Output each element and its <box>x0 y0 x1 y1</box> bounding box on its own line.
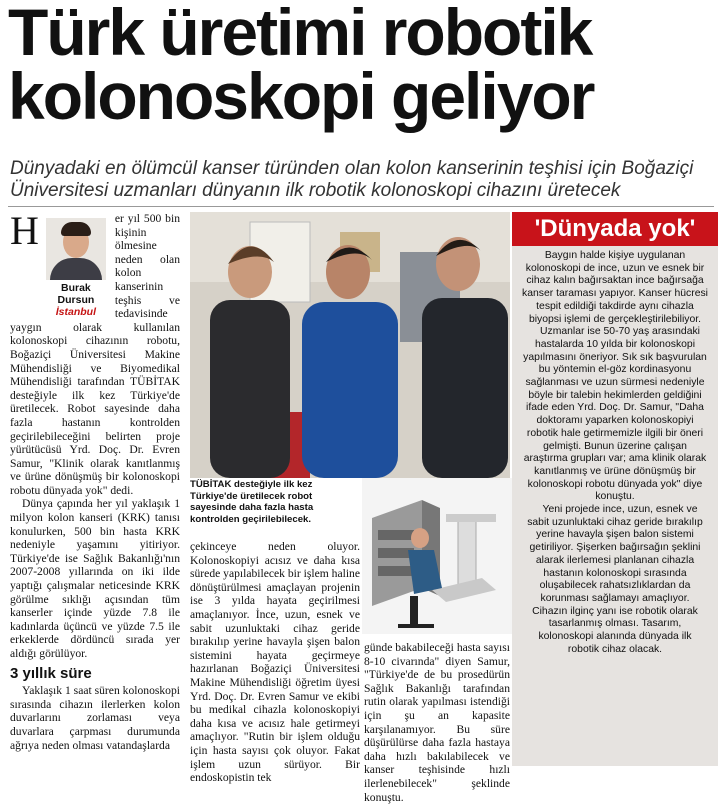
divider <box>8 206 714 207</box>
photo-caption: TÜBİTAK desteğiyle ilk kez Türkiye'de üretilecek robot sayesinde daha fazla hasta kontrolden geçirilebilecek. <box>190 479 314 525</box>
paragraph-3: Yaklaşık 1 saat süren kolonoskopi sırasında cihazın ilerlerken kolon duvarlarını zorlaması veya duvarlara çarpması durumunda ağrıya neden olması vatandaşlarda <box>10 684 180 752</box>
author-city: İstanbul <box>55 306 97 318</box>
author-name: Burak Dursun <box>57 282 95 306</box>
avatar <box>46 218 106 280</box>
sidebar-box <box>512 212 718 766</box>
author-box <box>43 218 109 318</box>
paragraph-4: çekinceye neden oluyor. Kolonoskopiyi acısız ve daha kısa sürede yapılabilecek bir işlem haline dönüştürülmesi amaçlayan projenin ise 3 yılda hayata geçirilmesi amaçlanıyor. İnce, uzun, esnek ve sabit uzunluktaki cihaz geride bırakılıp yerine havayla şişen balon sistemini hayata geçirmeye hazırlanan Boğaziçi Üniversitesi Makine Mühendisliği öğretim üyesi Yrd. Doç. Dr. Evren Samur ve ekibi bu medikal cihazla kolonoskopiyi daha kısa ve acısız hale getirmeyi amaçlıyor. "Rutin bir işlem olduğu için hasta sayısı çok oluyor. Fakat işlem uzun sürüyor. Bir endoskopistin tek <box>190 540 360 785</box>
sidebar-paragraph-1: Baygın halde kişiye uygulanan kolonoskopi de ince, uzun ve esnek bir cihaz kalın bağırsaktan ince bağırsağa kanser taraması yapıyor. Kanser hücresi tespit edildiği takdirde aynı cihazla biyopsi işlemi de gerçekleştirilebiliyor. <box>522 250 708 325</box>
robotic-colonoscopy-render <box>362 478 512 634</box>
sidebar-paragraph-3: Yeni projede ince, uzun, esnek ve sabit uzunluktaki cihaz geride bırakılıp yerine havayla şişen balon sistemi getiriliyor. Şişerken bağırsağın şeklini alarak ilerlemesi planlanan cihazla hastanın kolonoskopi sırasında oluşabilecek rahatsızlıklardan da korunması sağlamayı amaçlıyor. Cihazın ilginç yanı ise robotik olarak tasarlanmış olması. Tasarım, kolonoskopi alanında dünyada ilk robotik cihaz olacak. <box>527 504 703 655</box>
sidebar-title: 'Dünyada yok' <box>512 212 718 246</box>
deck: Dünyadaki en ölümcül kanser türünden olan kolon kanserinin teşhisi için Boğaziçi Üniversitesi uzmanları dünyanın ilk robotik kolonoskopi cihazını üretecek <box>10 158 694 201</box>
dropcap: H <box>10 208 39 253</box>
sidebar-body <box>522 250 708 657</box>
paragraph-2: Dünya çapında her yıl yaklaşık 1 milyon kolon kanseri (KRK) tanısı konulurken, 500 bin hasta KRK nedeniyle yaşamını yitiriyor. Türkiye'de ise Sağlık Bakanlığı'nın 2007-2008 yıllarında on iki ilde yaptığı çalışmalar neticesinde KRK görülme sıklığı açısından tüm kanserler içinde yüzde 7.8 ile kadınlarda üçüncü ve yüzde 7.5 ile erkeklerde dördüncü sırada yer aldığı görülüyor. <box>10 497 180 660</box>
lead-paragraph: er yıl 500 bin kişinin ölmesine neden olan kolon kanserinin teşhis ve tedavisinde yaygın olarak kullanılan kolonoskopi cihazının robotu, Boğaziçi Üniversitesi Makine Mühendisliği ve Biyomedikal Mühendisliği tarafından TÜBİTAK desteğiyle ilk kez Türkiye'de üretilecek. Robot sayesinde daha fazla hastanın kontrolden geçirilebileceğini belirten proje yürütücüsü Yrd. Doç. Dr. Evren Samur, "Klinik olarak kanıtlanmış ve ürüne dönüşmüş bir kolonoskopi robotu dünyada yok" dedi. <box>10 212 180 497</box>
column-3 <box>364 641 510 804</box>
sidebar-paragraph-2: Uzmanlar ise 50-70 yaş arasındaki hastalarda 10 yılda bir kolonoskopi yapılmasını öneriyor. Sık sık başvurulan bu yöntemin el-göz kordinasyonu sağlanması ve uzun sürmesi nedeniyle böyle bir talebin hekimlerden geldiğini ifade eden Yrd. Doç. Dr. Samur, "Daha doktoramı yaparken kolonoskopiyi robotik hale getirmemizle ilgili bir öneri gelmişti. Bunun üzerine çalışan araştırma grupları var; ama klinik olarak kanıtlanmış ve ürüne dönüşmüş bir kolonoskopi robotu dünyada yok" diye konuştu. <box>523 326 707 503</box>
column-2 <box>190 540 360 785</box>
subhead: 3 yıllık süre <box>10 664 92 682</box>
column-1 <box>10 208 180 752</box>
lab-team-photo <box>190 212 510 478</box>
headline: Türk üretimi robotik kolonoskopi geliyor <box>8 0 594 133</box>
paragraph-5: günde bakabileceği hasta sayısı 8-10 civarında" diyen Samur, "Türkiye'de de bu prosedürün Sağlık Bakanlığı tarafından rutin olarak yapılması istendiği için şu an kapasite karşılanamıyor. Bu süre düşürülürse daha fazla hastaya daha hızlı bakılabilecek ve kanser teşhisinde hızlı ilerlenebilecek" şeklinde konuştu. <box>364 641 510 804</box>
